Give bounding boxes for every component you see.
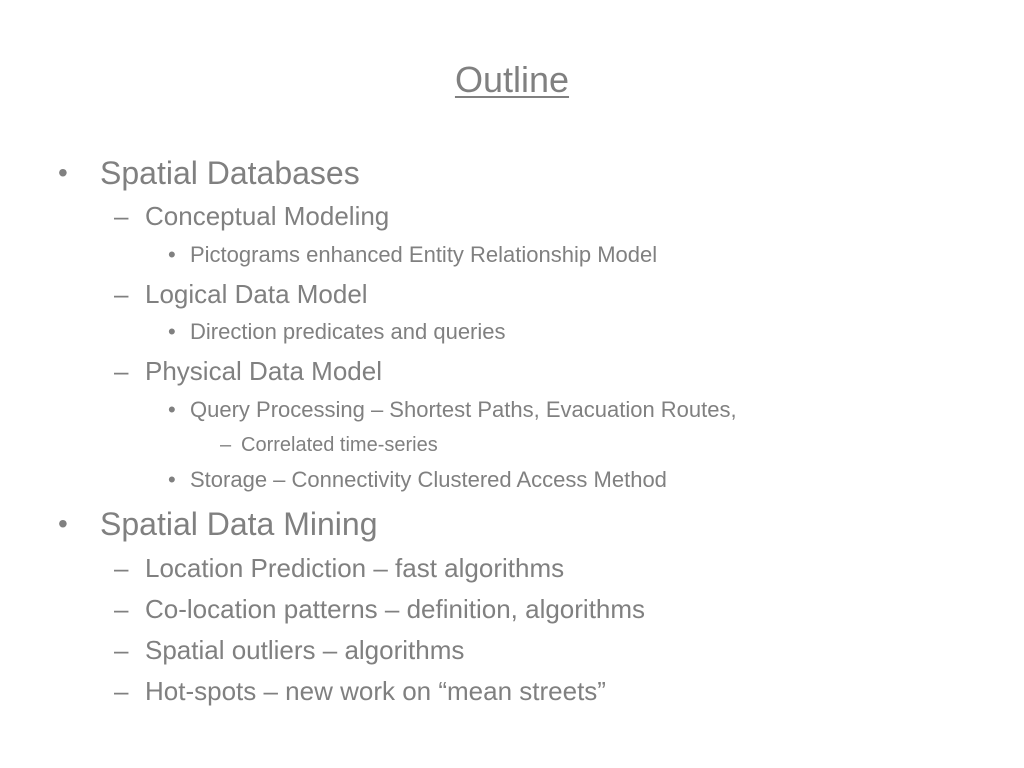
list-item-text: Location Prediction – fast algorithms: [145, 553, 565, 583]
list-item-level-2: [114, 200, 390, 232]
list-item-level-3: [168, 466, 667, 494]
list-item-level-3: [168, 396, 737, 424]
list-item-text: Direction predicates and queries: [190, 319, 506, 344]
list-item-text: Pictograms enhanced Entity Relationship Model: [190, 242, 658, 267]
list-item-level-3: [168, 241, 658, 269]
bullet-marker: •: [168, 467, 176, 492]
list-item-text: Correlated time-series: [241, 434, 438, 456]
list-item-text: Spatial Data Mining: [100, 506, 378, 542]
dash-marker: –: [114, 553, 129, 583]
bullet-marker: •: [168, 319, 176, 344]
dash-marker: –: [114, 635, 129, 665]
dash-marker: –: [114, 676, 129, 706]
list-item-level-2: [114, 278, 368, 310]
list-item-level-1: [58, 505, 378, 543]
list-item-text: Query Processing – Shortest Paths, Evacuation Routes,: [190, 397, 737, 422]
list-item-level-2: [114, 634, 465, 666]
list-item-text: Storage – Connectivity Clustered Access Method: [190, 467, 667, 492]
list-item-text: Physical Data Model: [145, 356, 382, 386]
dash-marker: –: [114, 201, 129, 231]
dash-marker: –: [114, 356, 129, 386]
bullet-marker: •: [168, 242, 176, 267]
dash-marker: –: [114, 279, 129, 309]
list-item-level-4: [220, 432, 438, 458]
list-item-text: Logical Data Model: [145, 279, 368, 309]
list-item-text: Spatial Databases: [100, 155, 360, 191]
list-item-level-3: [168, 318, 506, 346]
slide-title: Outline: [454, 59, 570, 100]
list-item-text: Co-location patterns – definition, algorithms: [145, 594, 646, 624]
bullet-marker: •: [168, 397, 176, 422]
list-item-level-2: [114, 355, 382, 387]
list-item-text: Spatial outliers – algorithms: [145, 635, 465, 665]
list-item-level-2: [114, 552, 565, 584]
list-item-level-2: [114, 593, 646, 625]
bullet-marker: •: [58, 157, 68, 188]
list-item-level-2: [114, 675, 606, 707]
list-item-level-1: [58, 154, 360, 192]
list-item-text: Hot-spots – new work on “mean streets”: [145, 676, 606, 706]
list-item-text: Conceptual Modeling: [145, 201, 390, 231]
dash-marker: –: [114, 594, 129, 624]
dash-marker: –: [220, 434, 232, 456]
bullet-marker: •: [58, 508, 68, 539]
